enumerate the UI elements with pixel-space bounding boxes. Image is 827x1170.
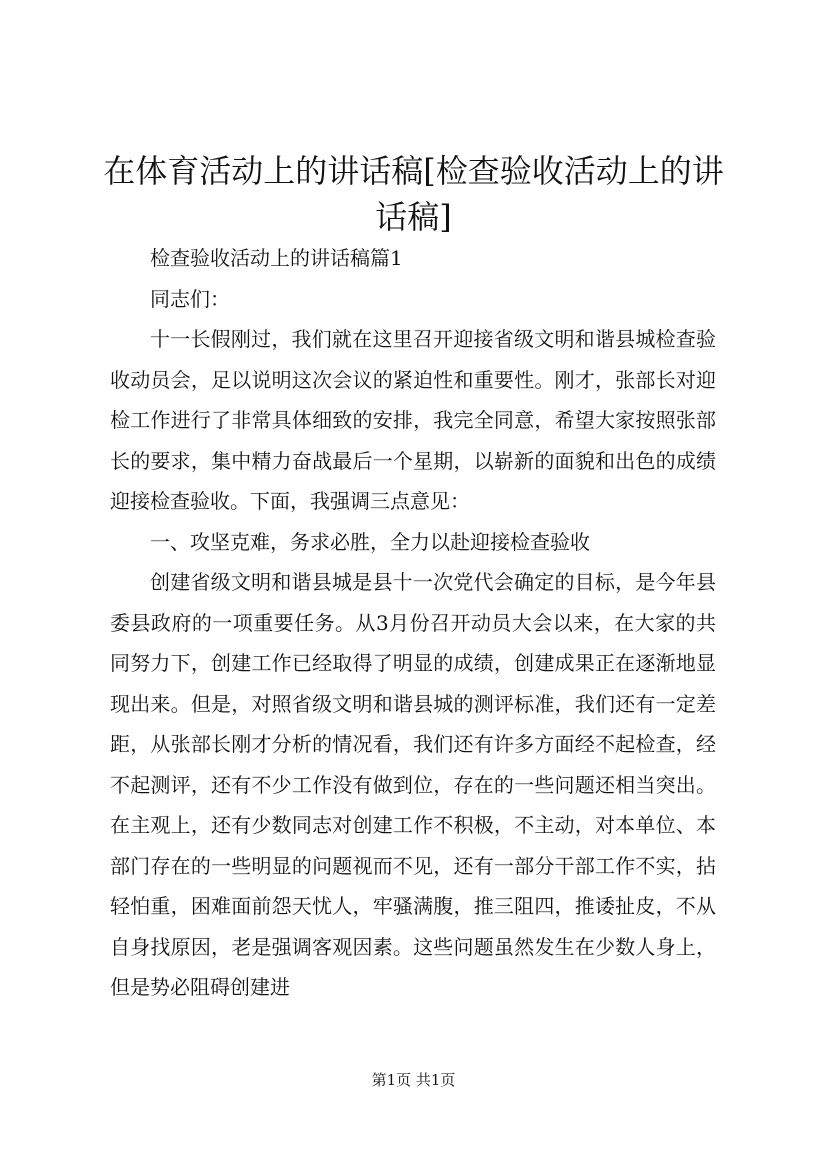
page-footer: 第1页 共1页 (371, 1071, 456, 1089)
paragraph-body: 创建省级文明和谐县城是县十一次党代会确定的目标，是今年县委县政府的一项重要任务。从3月份召开动员大会以来，在大家的共同努力下，创建工作已经取得了明显的成绩，创建成果正在逐渐地显现出来。但是，对照省级文明和谐县城的测评标准，我们还有一定差距，从张部长刚才分析的情况看，我们还有许多方面经不起检查，经不起测评，还有不少工作没有做到位，存在的一些问题还相当突出。在主观上，还有少数同志对创建工作不积极，不主动，对本单位、本部门存在的一些明显的问题视而不见，还有一部分干部工作不实，拈轻怕重，困难面前怨天忧人，牢骚满腹，推三阻四，推诿扯皮，不从自身找原因，老是强调客观因素。这些问题虽然发生在少数人身上，但是势必阻碍创建进 (110, 570, 716, 999)
paragraph-subtitle: 检查验收活动上的讲话稿篇1 (150, 246, 403, 270)
document-title: 在体育活动上的讲话稿[检查验收活动上的讲话稿] (103, 152, 724, 236)
paragraph-section-heading: 一、攻坚克难，务求必胜，全力以赴迎接检查验收 (150, 529, 590, 554)
document-body (110, 238, 716, 1008)
paragraph-salutation: 同志们： (150, 286, 230, 311)
paragraph-intro: 十一长假刚过，我们就在这里召开迎接省级文明和谐县城检查验收动员会，足以说明这次会议的紧迫性和重要性。刚才，张部长对迎检工作进行了非常具体细致的安排，我完全同意，希望大家按照张部长的要求，集中精力奋战最后一个星期，以崭新的面貌和出色的成绩迎接检查验收。下面，我强调三点意见： (110, 327, 716, 513)
